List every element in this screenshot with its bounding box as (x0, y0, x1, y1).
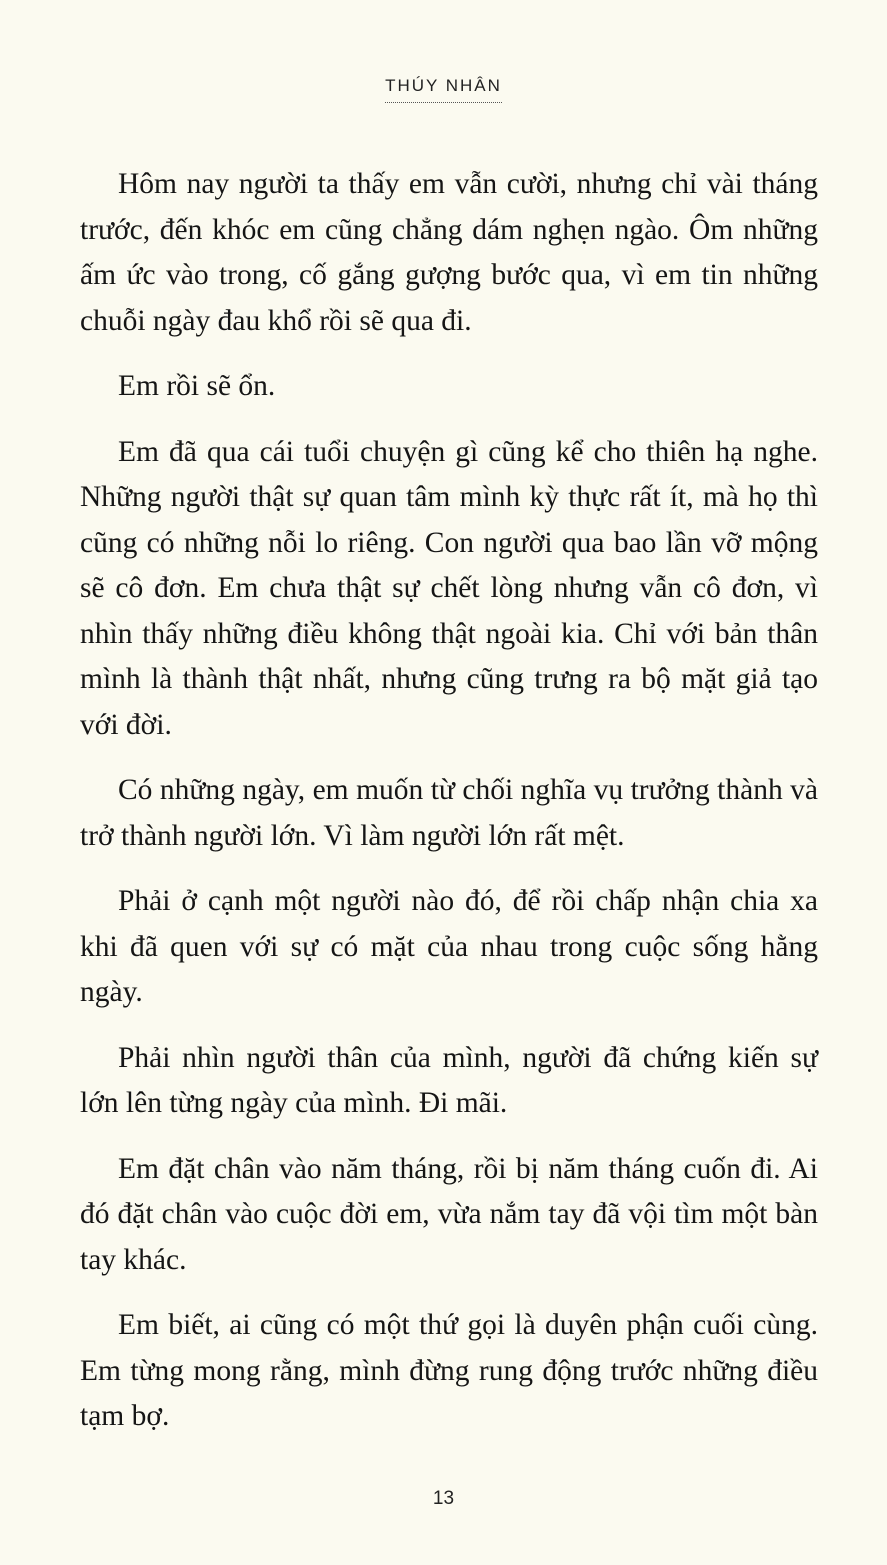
paragraph-1: Hôm nay người ta thấy em vẫn cười, nhưng chỉ vài tháng trước, đến khóc em cũng chẳng dám nghẹn ngào. Ôm những ấm ức vào trong, cố gắng gượng bước qua, vì em tin những chuỗi ngày đau khổ rồi sẽ qua đi. (80, 168, 818, 337)
paragraph-8: Em biết, ai cũng có một thứ gọi là duyên phận cuối cùng. Em từng mong rằng, mình đừng rung động trước những điều tạm bợ. (80, 1309, 818, 1432)
paragraph-2: Em rồi sẽ ổn. (118, 370, 276, 402)
page-number: 13 (432, 1488, 455, 1509)
paragraph-7: Em đặt chân vào năm tháng, rồi bị năm tháng cuốn đi. Ai đó đặt chân vào cuộc đời em, vừa nắm tay đã vội tìm một bàn tay khác. (80, 1152, 818, 1276)
page-body (80, 162, 818, 1460)
author-name: THÚY NHÂN (385, 76, 502, 103)
running-header (0, 76, 887, 103)
paragraph-6: Phải nhìn người thân của mình, người đã chứng kiến sự lớn lên từng ngày của mình. Đi mãi. (80, 1041, 818, 1119)
paragraph-5: Phải ở cạnh một người nào đó, để rồi chấp nhận chia xa khi đã quen với sự có mặt của nhau trong cuộc sống hằng ngày. (80, 885, 818, 1008)
paragraph-4: Có những ngày, em muốn từ chối nghĩa vụ trưởng thành và trở thành người lớn. Vì làm người lớn rất mệt. (80, 774, 818, 852)
paragraph-3: Em đã qua cái tuổi chuyện gì cũng kể cho thiên hạ nghe. Những người thật sự quan tâm mình kỳ thực rất ít, mà họ thì cũng có những nỗi lo riêng. Con người qua bao lần vỡ mộng sẽ cô đơn. Em chưa thật sự chết lòng nhưng vẫn cô đơn, vì nhìn thấy những điều không thật ngoài kia. Chỉ với bản thân mình là thành thật nhất, nhưng cũng trưng ra bộ mặt giả tạo với đời. (80, 435, 818, 741)
